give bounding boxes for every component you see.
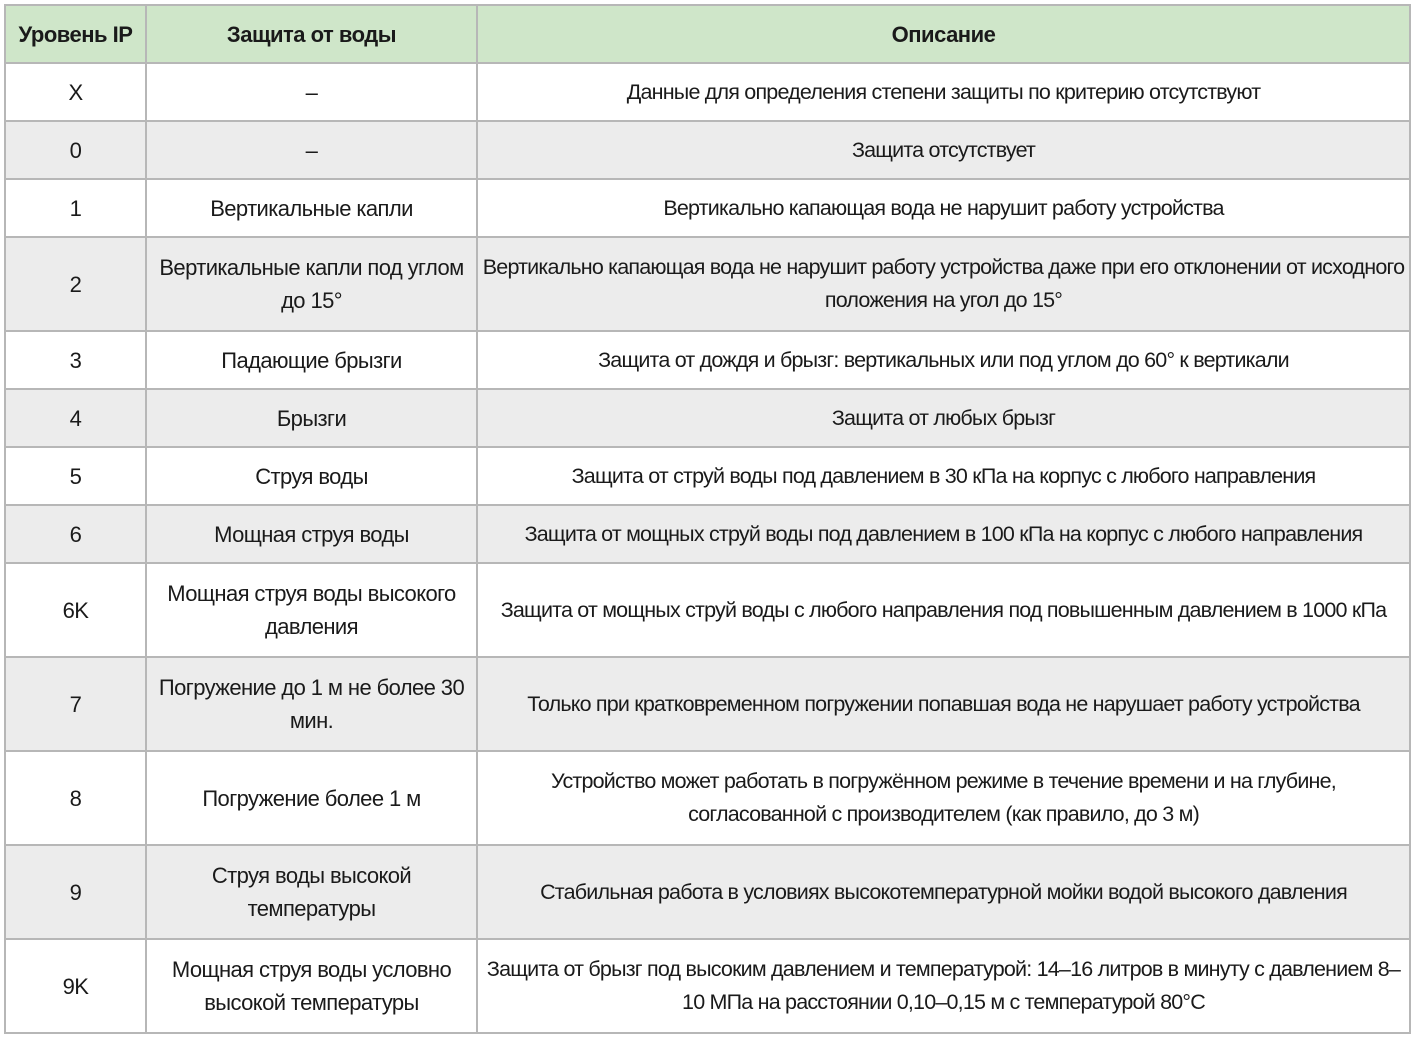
cell-level: 9 bbox=[5, 845, 146, 939]
cell-protection: Мощная струя воды условно высокой температуры bbox=[146, 939, 477, 1033]
cell-protection: – bbox=[146, 121, 477, 179]
cell-description: Данные для определения степени защиты по критерию отсутствуют bbox=[477, 63, 1410, 121]
cell-level: 4 bbox=[5, 389, 146, 447]
cell-description: Защита от дождя и брызг: вертикальных или под углом до 60° к вертикали bbox=[477, 331, 1410, 389]
table-row bbox=[5, 845, 1410, 939]
cell-description: Защита отсутствует bbox=[477, 121, 1410, 179]
table-row bbox=[5, 237, 1410, 331]
cell-level: 9K bbox=[5, 939, 146, 1033]
cell-protection: Вертикальные капли bbox=[146, 179, 477, 237]
cell-level: 1 bbox=[5, 179, 146, 237]
cell-level: 6K bbox=[5, 563, 146, 657]
table-row bbox=[5, 121, 1410, 179]
header-protection: Защита от воды bbox=[146, 5, 477, 63]
cell-description: Стабильная работа в условиях высокотемпературной мойки водой высокого давления bbox=[477, 845, 1410, 939]
table-row bbox=[5, 331, 1410, 389]
cell-description: Защита от брызг под высоким давлением и температурой: 14–16 литров в минуту с давлением 8–10 МПа на расстоянии 0,10–0,15 м с температурой 80°C bbox=[477, 939, 1410, 1033]
table-row bbox=[5, 563, 1410, 657]
cell-level: 3 bbox=[5, 331, 146, 389]
cell-protection: – bbox=[146, 63, 477, 121]
table-row bbox=[5, 657, 1410, 751]
cell-protection: Вертикальные капли под углом до 15° bbox=[146, 237, 477, 331]
table-row bbox=[5, 389, 1410, 447]
header-description: Описание bbox=[477, 5, 1410, 63]
cell-protection: Мощная струя воды высокого давления bbox=[146, 563, 477, 657]
cell-description: Только при кратковременном погружении попавшая вода не нарушает работу устройства bbox=[477, 657, 1410, 751]
cell-protection: Падающие брызги bbox=[146, 331, 477, 389]
cell-level: 2 bbox=[5, 237, 146, 331]
table-row bbox=[5, 939, 1410, 1033]
cell-protection: Струя воды высокой температуры bbox=[146, 845, 477, 939]
table-row bbox=[5, 447, 1410, 505]
cell-level: X bbox=[5, 63, 146, 121]
cell-description: Защита от мощных струй воды с любого направления под повышенным давлением в 1000 кПа bbox=[477, 563, 1410, 657]
cell-level: 6 bbox=[5, 505, 146, 563]
table-row bbox=[5, 179, 1410, 237]
cell-description: Вертикально капающая вода не нарушит работу устройства даже при его отклонении от исходного положения на угол до 15° bbox=[477, 237, 1410, 331]
cell-level: 8 bbox=[5, 751, 146, 845]
cell-protection: Погружение более 1 м bbox=[146, 751, 477, 845]
cell-level: 0 bbox=[5, 121, 146, 179]
cell-level: 5 bbox=[5, 447, 146, 505]
cell-protection: Мощная струя воды bbox=[146, 505, 477, 563]
cell-protection: Брызги bbox=[146, 389, 477, 447]
cell-description: Защита от любых брызг bbox=[477, 389, 1410, 447]
table-row bbox=[5, 63, 1410, 121]
cell-description: Защита от мощных струй воды под давлением в 100 кПа на корпус с любого направления bbox=[477, 505, 1410, 563]
cell-description: Защита от струй воды под давлением в 30 кПа на корпус с любого направления bbox=[477, 447, 1410, 505]
table-row bbox=[5, 505, 1410, 563]
header-level: Уровень IP bbox=[5, 5, 146, 63]
cell-description: Вертикально капающая вода не нарушит работу устройства bbox=[477, 179, 1410, 237]
cell-description: Устройство может работать в погружённом режиме в течение времени и на глубине, согласованной с производителем (как правило, до 3 м) bbox=[477, 751, 1410, 845]
cell-level: 7 bbox=[5, 657, 146, 751]
cell-protection: Погружение до 1 м не более 30 мин. bbox=[146, 657, 477, 751]
cell-protection: Струя воды bbox=[146, 447, 477, 505]
ip-water-protection-table bbox=[4, 4, 1411, 1034]
header-row bbox=[5, 5, 1410, 63]
table-row bbox=[5, 751, 1410, 845]
